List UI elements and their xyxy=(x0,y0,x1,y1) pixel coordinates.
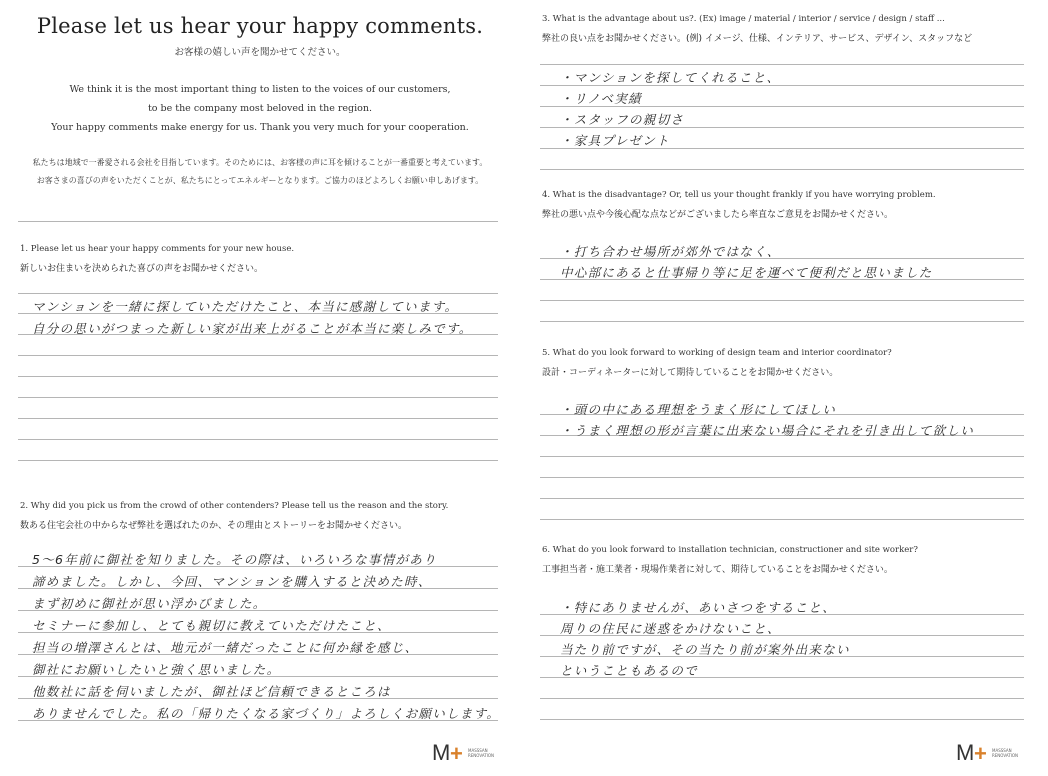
q1-answer-line-1: マンションを一緒に探していただけたこと、本当に感謝しています。 xyxy=(32,299,459,314)
intro-en-line-1: We think it is the most important thing to listen to the voices of our customers, xyxy=(69,84,451,95)
q2-answer-line-8: ありませんでした。私の「帰りたくなる家づくり」よろしくお願いします。 xyxy=(32,706,501,721)
logo-plus: + xyxy=(974,741,987,766)
q3-rule xyxy=(540,169,1024,170)
q4-en: 4. What is the disadvantage? Or, tell us your thought frankly if you have worrying problem. xyxy=(542,190,936,200)
logo-subtext xyxy=(992,748,1022,758)
logo-sub-line-2: RENOVATION xyxy=(468,753,495,758)
q1-rule xyxy=(18,418,498,419)
q4-rule xyxy=(540,321,1024,322)
q2-answer-line-3: まず初めに御社が思い浮かびました。 xyxy=(32,596,267,611)
q3-answer-line-3: ・スタッフの親切さ xyxy=(560,112,685,127)
q1-jp: 新しいお住まいを決められた喜びの声をお聞かせください。 xyxy=(20,264,264,274)
q2-answer-line-4: セミナーに参加し、とても親切に教えていただけたこと、 xyxy=(32,618,391,633)
q4-answer-line-1: ・打ち合わせ場所が郊外ではなく、 xyxy=(560,244,781,259)
intro-en-line-2: to be the company most beloved in the region. xyxy=(147,103,373,114)
intro-jp-line-2: お客さまの喜びの声をいただくことが、私たちにとってエネルギーとなります。ご協力のほどよろしくお願い申しあげます。 xyxy=(36,176,484,185)
q6-answer-line-3: 当たり前ですが、その当たり前が案外出来ない xyxy=(560,642,850,657)
q3-answer-line-4: ・家具プレゼント xyxy=(560,133,670,148)
q4-jp: 弊社の悪い点や今後心配な点などがございましたら率直なご意見をお聞かせください。 xyxy=(542,210,894,220)
q1-rule xyxy=(18,293,498,294)
q5-answer-line-1: ・頭の中にある理想をうまく形にしてほしい xyxy=(560,402,837,417)
q6-rule xyxy=(540,698,1024,699)
q6-rule xyxy=(540,719,1024,720)
intro-jp-line-1: 私たちは地域で一番愛される会社を目指しています。そのためには、お客様の声に耳を傾けることが一番重要と考えています。 xyxy=(32,158,488,167)
q2-answer-line-6: 御社にお願いしたいと強く思いました。 xyxy=(32,662,281,677)
q5-answer-line-2: ・うまく理想の形が言葉に出来ない場合にそれを引き出して欲しい xyxy=(560,423,975,438)
q3-en: 3. What is the advantage about us?. (Ex) image / material / interior / service / design / staff ... xyxy=(542,14,945,24)
q6-en: 6. What do you look forward to installation technician, constructioner and site worker? xyxy=(542,545,918,555)
q5-jp: 設計・コーディネーターに対して期待していることをお聞かせください。 xyxy=(542,368,839,378)
logo-mark: M xyxy=(432,740,451,765)
q1-rule xyxy=(18,397,498,398)
page-title: Please let us hear your happy comments. xyxy=(36,14,484,38)
q2-jp: 数ある住宅会社の中からなぜ弊社を選ばれたのか、その理由とストーリーをお聞かせください。 xyxy=(20,521,408,531)
logo-sub-line-1: MASSSAN xyxy=(992,748,1012,753)
q3-answer-line-2: ・リノベ実績 xyxy=(560,91,642,106)
q1-rule xyxy=(18,355,498,356)
right-page xyxy=(536,0,1040,776)
q5-rule xyxy=(540,519,1024,520)
page-subtitle-jp: お客様の嬉しい声を聞かせてください。 xyxy=(174,47,346,58)
q4-rule xyxy=(540,300,1024,301)
left-page xyxy=(8,0,512,776)
q2-answer-line-2: 諦めました。しかし、今回、マンションを購入すると決めた時、 xyxy=(32,574,432,589)
q6-jp: 工事担当者・施工業者・現場作業者に対して、期待していることをお聞かせください。 xyxy=(542,565,893,575)
q2-answer-line-7: 他数社に話を伺いましたが、御社ほど信頼できるところは xyxy=(32,684,391,699)
q2-answer-line-5: 担当の増澤さんとは、地元が一緒だったことに何か縁を感じ、 xyxy=(32,640,419,655)
logo-mark: M xyxy=(956,740,975,765)
q6-answer-line-1: ・特にありませんが、あいさつをすること、 xyxy=(560,600,837,615)
q5-en: 5. What do you look forward to working of design team and interior coordinator? xyxy=(542,348,892,358)
intro-en-line-3: Your happy comments make energy for us. Thank you very much for your cooperation. xyxy=(51,122,469,133)
q2-answer-line-1: 5～6年前に御社を知りました。その際は、いろいろな事情があり xyxy=(32,552,437,567)
q1-answer-line-2: 自分の思いがつまった新しい家が出来上がることが本当に楽しみです。 xyxy=(32,321,473,336)
logo-subtext xyxy=(468,748,498,758)
q1-en: 1. Please let us hear your happy comments for your new house. xyxy=(20,244,295,254)
q5-rule xyxy=(540,477,1024,478)
q6-answer-line-4: ということもあるので xyxy=(560,663,699,678)
q3-answer-line-1: ・マンションを探してくれること、 xyxy=(560,70,781,85)
q6-answer-line-2: 周りの住民に迷惑をかけないこと、 xyxy=(560,621,781,636)
q1-rule xyxy=(18,460,498,461)
q1-rule xyxy=(18,376,498,377)
q3-rule xyxy=(540,64,1024,65)
logo-plus: + xyxy=(450,741,463,766)
logo-sub-line-1: MASSSAN xyxy=(468,748,488,753)
header-rule xyxy=(18,221,498,222)
q1-rule xyxy=(18,439,498,440)
q3-jp: 弊社の良い点をお聞かせください。(例) イメージ、仕様、インテリア、サービス、デザイン、スタッフなど xyxy=(542,34,973,44)
logo-sub-line-2: RENOVATION xyxy=(992,753,1019,758)
q5-rule xyxy=(540,456,1024,457)
q2-en: 2. Why did you pick us from the crowd of other contenders? Please tell us the reason and the story. xyxy=(20,501,449,511)
q4-answer-line-2: 中心部にあると仕事帰り等に足を運べて便利だと思いました xyxy=(560,265,933,280)
q5-rule xyxy=(540,498,1024,499)
